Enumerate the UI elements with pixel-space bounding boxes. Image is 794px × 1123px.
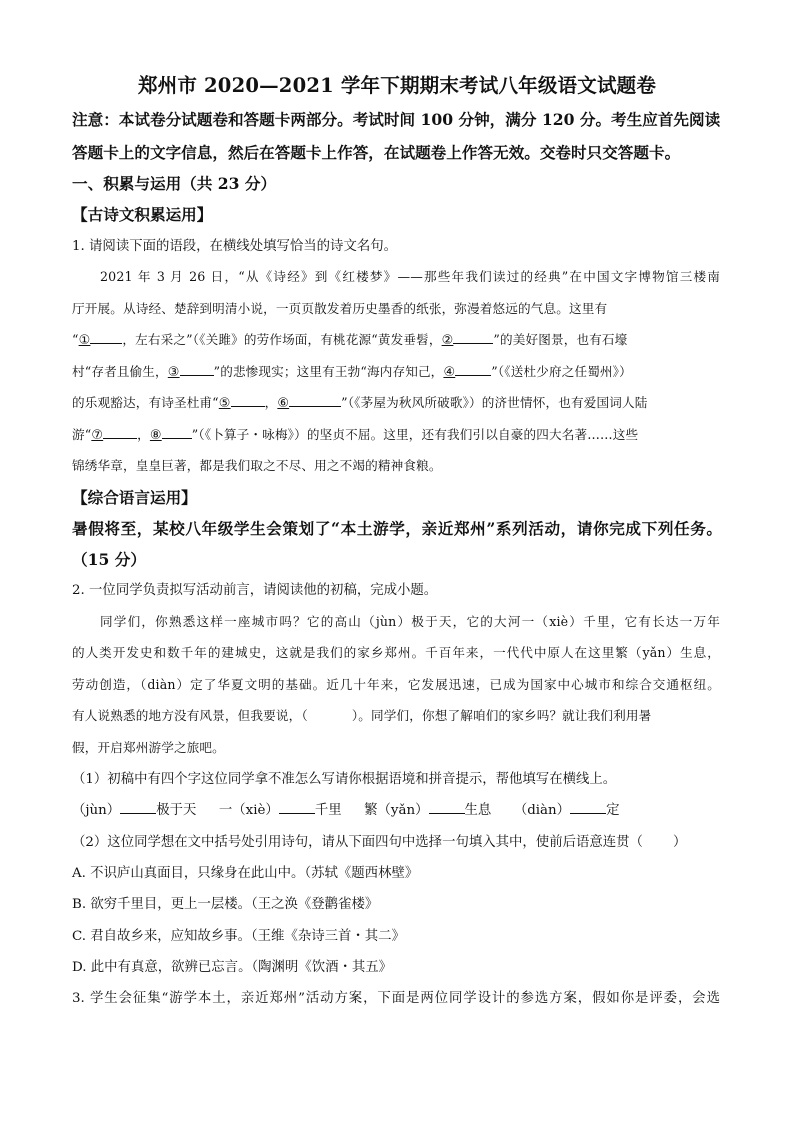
q1-paragraph-line-1: 2021 年 3 月 26 日，“从《诗经》到《红楼梦》——那些年我们读过的经典”在中国文字博物馆三楼南 — [100, 269, 720, 284]
section-heading: 一、积累与运用（共 23 分） — [72, 174, 277, 193]
q1-text: ， — [137, 427, 150, 442]
pinyin-dian: （diàn） — [513, 803, 571, 818]
subsection-poetry: 【古诗文积累运用】 — [72, 205, 213, 224]
blank-marker-8: ⑧ — [149, 428, 162, 443]
blank-marker-1: ① — [78, 333, 91, 348]
intro-line-1: 暑假将至，某校八年级学生会策划了“本土游学，亲近郑州”系列活动，请你完成下列任务。 — [72, 519, 722, 538]
q1-text: ”（《茅屋为秋风所破歌》）的济世情怀，也有爱国词人陆 — [341, 395, 648, 410]
answer-blank-8[interactable] — [162, 424, 192, 439]
q2-paragraph-line-4 — [72, 705, 651, 724]
q1-paragraph-line-6 — [72, 424, 638, 443]
q2-paragraph-line-5: 假，开启郑州游学之旅吧。 — [72, 740, 225, 755]
option-d: D. 此中有真意，欲辨已忘言。（陶渊明《饮酒・其五》 — [72, 960, 393, 975]
fill-blank-jun[interactable] — [120, 799, 156, 814]
q1-text: ”（《送杜少府之任蜀州》） — [491, 364, 632, 379]
q2-sub2-text: （2）这位同学想在文中括号处引用诗句，请从下面四句中选择一句填入其中，使前后语意连贯（ — [72, 835, 643, 850]
option-b: B. 欲穷千里目，更上一层楼。（王之涣《登鹳雀楼》 — [72, 897, 379, 912]
intro-line-2: （15 分） — [72, 550, 146, 569]
q1-text: 村“存者且偷生， — [72, 364, 168, 379]
q2-sub2-close: ） — [672, 835, 687, 850]
q2-paragraph-line-2: 的人类开发史和数千年的建城史，这就是我们的家乡郑州。千百年来，一代代中原人在这里繁（yǎn）生息， — [72, 645, 720, 660]
answer-blank-4[interactable] — [455, 361, 491, 376]
q1-text: ”的美好图景，也有石壕 — [493, 332, 628, 347]
fill-text: 生息 — [464, 803, 492, 818]
q2-fill-row — [72, 799, 619, 818]
q2-paragraph-line-3: 劳动创造，（diàn）定了华夏文明的基础。近几十年来，它发展迅速，已成为国家中心城市和综合交通枢纽。 — [72, 677, 720, 692]
blank-marker-3: ③ — [167, 365, 180, 380]
q1-paragraph-line-7: 锦绣华章，皇皇巨著，都是我们取之不尽、用之不竭的精神食粮。 — [72, 458, 442, 473]
q1-text: ”（《卜算子・咏梅》）的坚贞不屈。这里，还有我们引以自豪的四大名著……这些 — [191, 427, 639, 442]
answer-blank-6[interactable] — [289, 392, 341, 407]
q1-paragraph-line-3 — [72, 329, 627, 348]
subsection-language: 【综合语言运用】 — [72, 488, 197, 507]
answer-blank-2[interactable] — [453, 329, 493, 344]
question-2-stem: 2. 一位同学负责拟写活动前言，请阅读他的初稿，完成小题。 — [72, 583, 438, 598]
q2-text: 有人说熟悉的地方没有风景，但我要说，（ — [72, 708, 308, 723]
quote-open: “ — [72, 332, 79, 347]
blank-marker-4: ④ — [443, 365, 456, 380]
blank-marker-7: ⑦ — [91, 428, 104, 443]
fill-text: 定 — [606, 803, 620, 818]
q1-paragraph-line-4 — [72, 361, 632, 380]
q1-paragraph-line-2: 厅开展。从诗经、楚辞到明清小说，一页页散发着历史墨香的纸张，弥漫着悠远的气息。这里有 — [72, 301, 608, 316]
pinyin-yan: 繁（yǎn） — [364, 803, 429, 818]
blank-marker-6: ⑥ — [277, 396, 290, 411]
option-c: C. 君自故乡来，应知故乡事。（王维《杂诗三首・其二》 — [72, 929, 405, 944]
fill-blank-xie[interactable] — [279, 799, 315, 814]
q1-text: 游“ — [72, 427, 92, 442]
exam-title: 郑州市 2020—2021 学年下期期末考试八年级语文试题卷 — [137, 74, 657, 97]
notice-line-2: 答题卡上的文字信息，然后在答题卡上作答，在试题卷上作答无效。交卷时只交答题卡。 — [72, 143, 681, 162]
fill-text: 极于天 — [156, 803, 197, 818]
blank-marker-5: ⑤ — [218, 396, 231, 411]
answer-blank-5[interactable] — [231, 392, 265, 407]
pinyin-xie: 一（xiè） — [218, 803, 279, 818]
question-1-stem: 1. 请阅读下面的语段，在横线处填写恰当的诗文名句。 — [72, 239, 398, 254]
answer-blank-3[interactable] — [180, 361, 214, 376]
q1-text: ， — [264, 395, 278, 410]
fill-blank-dian[interactable] — [570, 799, 606, 814]
notice-line-1: 注意：本试卷分试题卷和答题卡两部分。考试时间 100 分钟，满分 120 分。考生应首先阅读 — [72, 110, 721, 129]
fill-text: 千里 — [314, 803, 342, 818]
q1-paragraph-line-5 — [72, 392, 647, 411]
q2-sub-question-1: （1）初稿中有四个字这位同学拿不准怎么写请你根据语境和拼音提示，帮他填写在横线上。 — [72, 772, 617, 787]
question-3-stem: 3. 学生会征集“游学本土，亲近郑州”活动方案，下面是两位同学设计的参选方案，假如你是评委，会选 — [72, 991, 720, 1006]
q2-sub-question-2 — [72, 831, 686, 850]
answer-blank-1[interactable] — [90, 329, 122, 344]
option-a: A. 不识庐山真面目，只缘身在此山中。（苏轼《题西林壁》 — [72, 866, 419, 881]
fill-blank-yan[interactable] — [429, 799, 465, 814]
pinyin-jun: （jùn） — [72, 803, 121, 818]
q1-text: 的乐观豁达，有诗圣杜甫“ — [72, 395, 219, 410]
q2-text: ）。同学们，你想了解咱们的家乡吗？就让我们利用暑 — [351, 708, 652, 723]
q2-paragraph-line-1: 同学们，你熟悉这样一座城市吗？它的高山（jùn）极于天，它的大河一（xiè）千里，它有长达一万年 — [100, 614, 720, 629]
q1-text: ，左右采之”（《关雎》的劳作场面，有桃花源“黄发垂髫， — [122, 332, 442, 347]
blank-marker-2: ② — [441, 333, 454, 348]
answer-blank-7[interactable] — [103, 424, 137, 439]
q1-text: ”的悲惨现实；这里有王勃“海内存知己， — [213, 364, 444, 379]
